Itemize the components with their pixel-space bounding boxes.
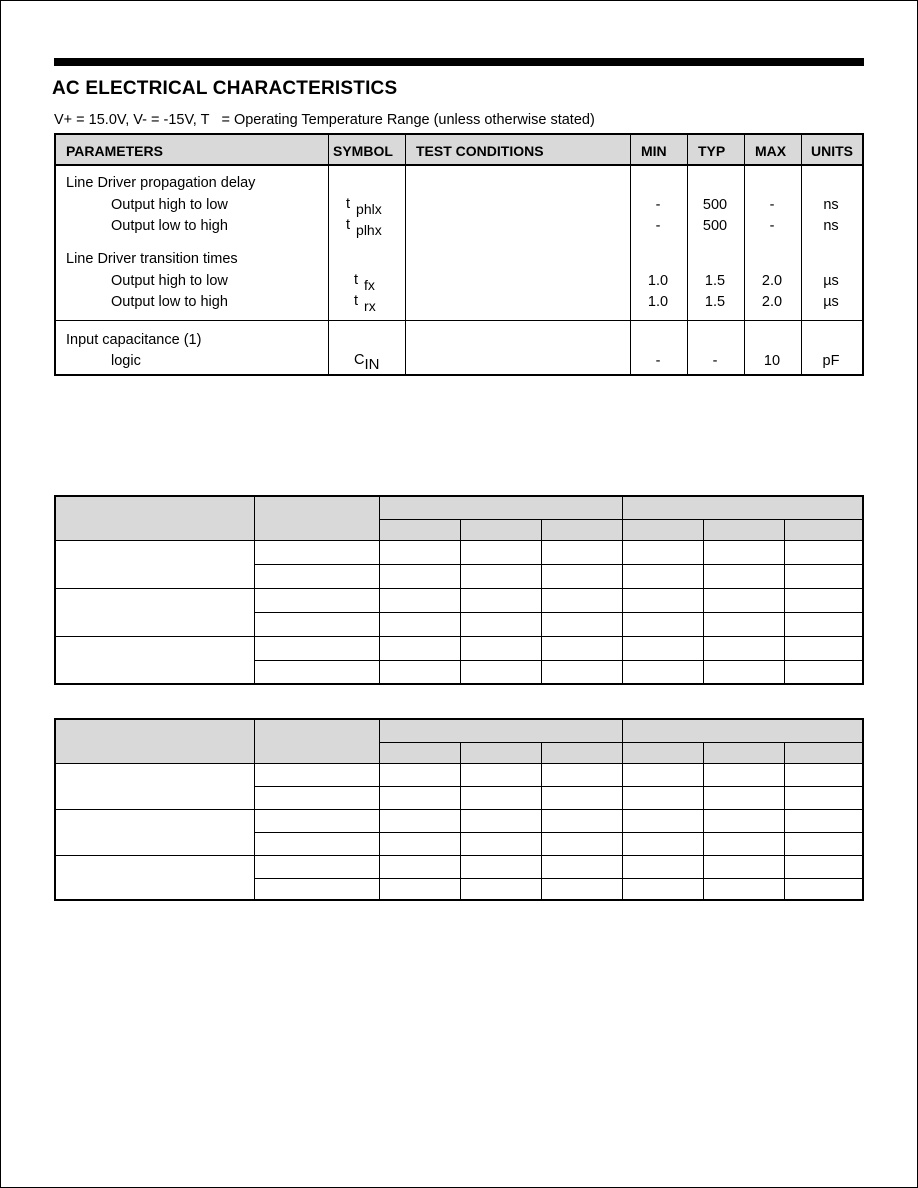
param-label: Output high to low: [111, 197, 228, 213]
symbol: t rx: [354, 293, 376, 314]
col-min: MIN: [641, 143, 667, 159]
param-label: Output low to high: [111, 294, 228, 310]
symbol: CIN: [354, 352, 380, 373]
group-label: Input capacitance (1): [66, 332, 202, 348]
typ-value: 1.5: [704, 273, 726, 289]
conditions-part-a: V+ = 15.0V, V- = -15V, T: [54, 112, 210, 128]
min-value: -: [655, 218, 661, 234]
section-title: AC ELECTRICAL CHARACTERISTICS: [52, 78, 398, 99]
typ-value: 1.5: [704, 294, 726, 310]
ac-characteristics-table: [54, 133, 864, 376]
min-value: -: [655, 353, 661, 369]
empty-grid-table-2: [54, 718, 864, 901]
param-label: Output low to high: [111, 218, 228, 234]
col-symbol: SYMBOL: [333, 143, 393, 159]
min-value: 1.0: [647, 294, 669, 310]
top-rule: [54, 58, 864, 66]
test-conditions-line: [54, 112, 595, 128]
param-label: Output high to low: [111, 273, 228, 289]
col-max: MAX: [755, 143, 787, 159]
param-label: logic: [111, 353, 141, 369]
typ-value: 500: [702, 197, 728, 213]
max-value: 10: [763, 353, 781, 369]
units-value: ns: [823, 218, 839, 234]
group-label: Line Driver transition times: [66, 251, 238, 267]
typ-value: -: [712, 353, 718, 369]
col-test-conditions: TEST CONDITIONS: [416, 143, 544, 159]
symbol: t phlx: [346, 196, 382, 217]
max-value: -: [769, 197, 775, 213]
empty-grid-table-1: [54, 495, 864, 685]
min-value: 1.0: [647, 273, 669, 289]
symbol: t fx: [354, 272, 375, 293]
row-separator: [56, 320, 862, 321]
max-value: 2.0: [761, 294, 783, 310]
units-value: µs: [823, 294, 839, 310]
max-value: -: [769, 218, 775, 234]
col-parameters: PARAMETERS: [66, 143, 163, 159]
typ-value: 500: [702, 218, 728, 234]
col-typ: TYP: [698, 143, 726, 159]
units-value: ns: [823, 197, 839, 213]
col-units: UNITS: [811, 143, 853, 159]
conditions-part-b: = Operating Temperature Range (unless otherwise stated): [221, 112, 595, 128]
min-value: -: [655, 197, 661, 213]
units-value: pF: [822, 353, 840, 369]
units-value: µs: [823, 273, 839, 289]
symbol: t plhx: [346, 217, 382, 238]
group-label: Line Driver propagation delay: [66, 175, 256, 191]
max-value: 2.0: [761, 273, 783, 289]
